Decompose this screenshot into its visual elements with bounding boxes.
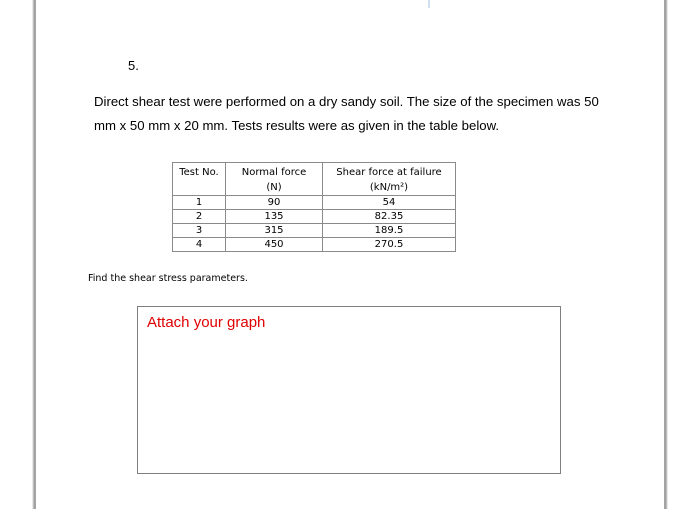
table-header-row (173, 163, 456, 196)
cell-test: 1 (173, 196, 226, 210)
header-shear-force: Shear force at failure (kN/m²) (323, 163, 456, 196)
test-results-table (172, 162, 456, 252)
question-text: Direct shear test were performed on a dry sandy soil. The size of the specimen was 50 mm x 50 mm x 20 mm. Tests results were as given in the table below. (94, 94, 599, 133)
table-row (173, 238, 456, 252)
attach-graph-box[interactable] (137, 306, 561, 474)
cell-shear: 270.5 (323, 238, 456, 252)
cell-shear: 82.35 (323, 210, 456, 224)
cell-shear: 54 (323, 196, 456, 210)
header-test-no: Test No. (173, 163, 226, 196)
cell-test: 2 (173, 210, 226, 224)
header-normal-force: Normal force (N) (226, 163, 323, 196)
cell-normal: 450 (226, 238, 323, 252)
page-edge-left (0, 0, 36, 509)
table-row (173, 196, 456, 210)
cell-normal: 315 (226, 224, 323, 238)
question-number: 5. (128, 58, 139, 73)
table-row (173, 224, 456, 238)
cell-test: 3 (173, 224, 226, 238)
cell-normal: 90 (226, 196, 323, 210)
attach-graph-label: Attach your graph (147, 314, 266, 331)
cell-normal: 135 (226, 210, 323, 224)
cell-test: 4 (173, 238, 226, 252)
page-edge-right (664, 0, 700, 509)
table-row (173, 210, 456, 224)
cell-shear: 189.5 (323, 224, 456, 238)
find-instruction: Find the shear stress parameters. (88, 273, 248, 284)
text-cursor-mark (428, 0, 430, 8)
